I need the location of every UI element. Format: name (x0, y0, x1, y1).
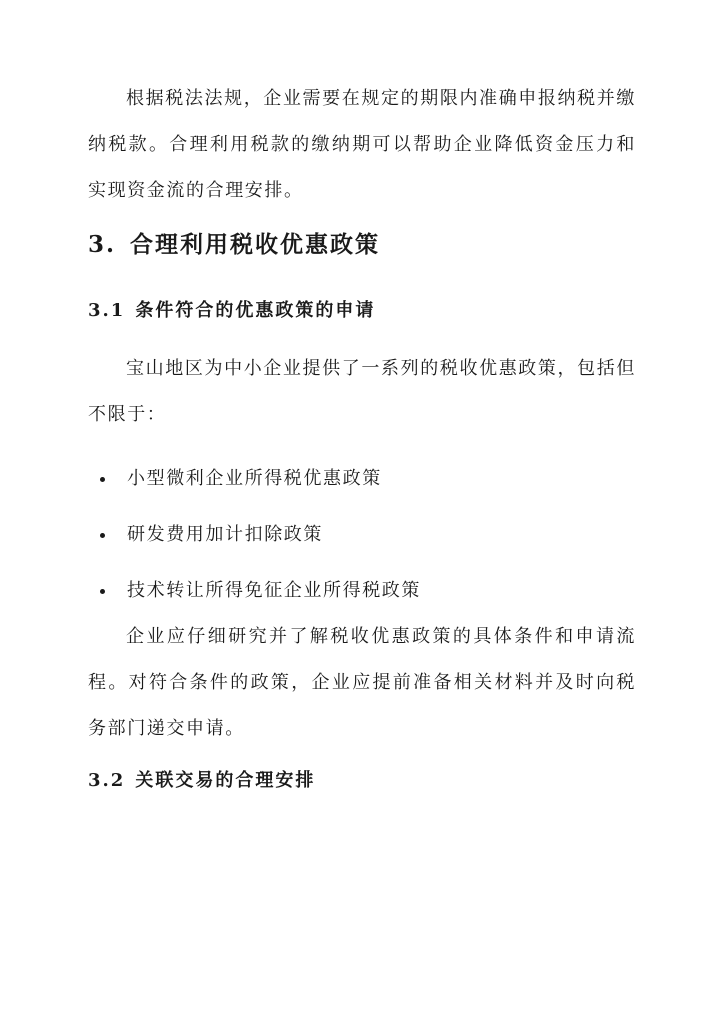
section-3-1-number: 3.1 (88, 300, 126, 321)
section-3-2-number: 3.2 (88, 770, 126, 791)
list-item-text: 小型微利企业所得税优惠政策 (127, 468, 382, 489)
section-3-1-paragraph-1: 宝山地区为中小企业提供了一系列的税收优惠政策，包括但不限于： (88, 358, 636, 425)
bullet-dot-icon (100, 589, 105, 594)
list-item-text: 技术转让所得免征企业所得税政策 (127, 580, 421, 601)
list-item (100, 451, 421, 507)
list-item-text: 研发费用加计扣除政策 (127, 524, 323, 545)
bullet-dot-icon (100, 533, 105, 538)
section-3-heading (88, 230, 380, 260)
bullet-dot-icon (100, 477, 105, 482)
section-3-title: 合理利用税收优惠政策 (130, 231, 381, 258)
list-item (100, 563, 421, 619)
section-3-1-title: 条件符合的优惠政策的申请 (135, 300, 376, 321)
intro-paragraph: 根据税法法规，企业需要在规定的期限内准确申报纳税并缴纳税款。合理利用税款的缴纳期可以帮助企业降低资金压力和实现资金流的合理安排。 (88, 88, 636, 201)
policy-bullet-list (100, 451, 421, 619)
list-item (100, 507, 421, 563)
section-3-2-title: 关联交易的合理安排 (135, 770, 316, 791)
section-3-1-heading (88, 298, 375, 324)
section-3-2-heading (88, 768, 315, 794)
section-3-1-paragraph-2: 企业应仔细研究并了解税收优惠政策的具体条件和申请流程。对符合条件的政策，企业应提前准备相关材料并及时向税务部门递交申请。 (88, 626, 636, 739)
section-3-number: 3. (88, 231, 117, 258)
